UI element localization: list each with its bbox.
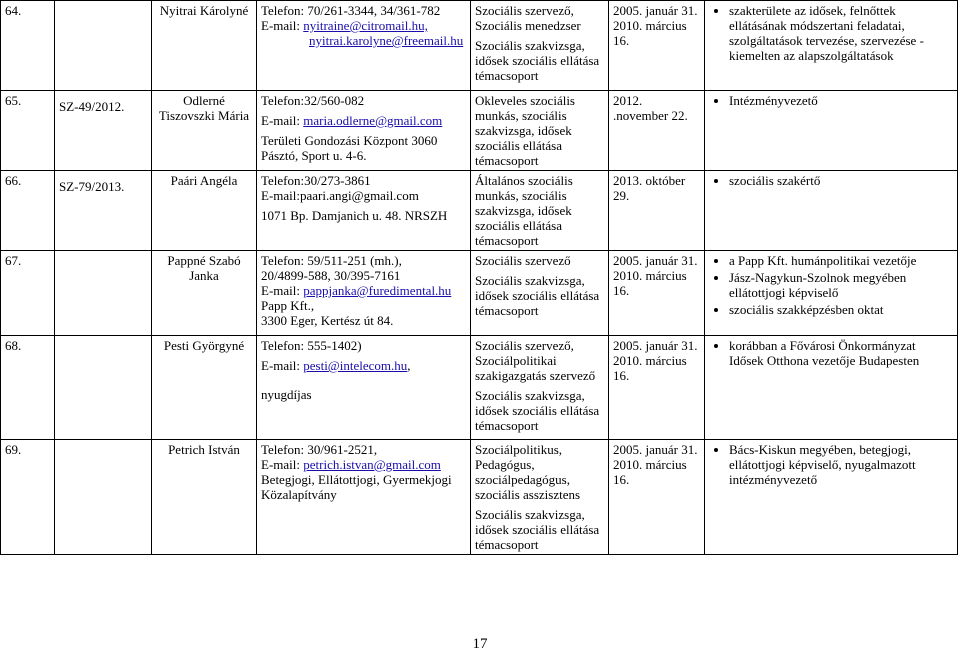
contact-email: E-mail: pesti@intelecom.hu, <box>261 358 411 373</box>
expert-name: Odlerné Tiszovszki Mária <box>158 93 250 123</box>
row-number-cell <box>1 440 55 555</box>
notes-cell <box>705 251 958 336</box>
date: 2010. március 16. <box>613 353 687 383</box>
notes-cell <box>705 1 958 91</box>
contact-phone: Telefon: 70/261-3344, 34/361-782 <box>261 3 441 18</box>
row-number-cell <box>1 1 55 91</box>
contact-phone: Telefon: 59/511-251 (mh.), <box>261 253 402 268</box>
row-number-cell <box>1 251 55 336</box>
row-number: 68. <box>5 338 22 353</box>
email-link[interactable]: nyitrai.karolyne@freemail.hu <box>309 33 464 48</box>
contact-phone: Telefon:30/273-3861 <box>261 173 371 188</box>
qualification-cell <box>471 1 609 91</box>
date: 2010. március 16. <box>613 457 687 487</box>
contact-address: 3300 Eger, Kertész út 84. <box>261 313 394 328</box>
table-row <box>1 1 958 91</box>
note-item: • a Papp Kft. humánpolitikai vezetője <box>729 253 953 268</box>
row-number: 64. <box>5 3 22 18</box>
contact-cell <box>257 1 471 91</box>
registration-cell <box>55 171 152 251</box>
date: 2013. október 29. <box>613 173 686 203</box>
table-row <box>1 171 958 251</box>
contact-address: Területi Gondozási Központ 3060 Pásztó, Sport u. 4-6. <box>261 133 438 163</box>
contact-cell <box>257 171 471 251</box>
note-item: • Jász-Nagykun-Szolnok megyében ellátottjogi képviselő <box>729 270 953 300</box>
contact-cell <box>257 251 471 336</box>
qualification: Szociális szakvizsga, idősek szociális ellátása témacsoport <box>475 507 600 552</box>
date: 2012. .november 22. <box>613 93 688 123</box>
qualification: Szociális szervező, Szociálpolitikai szakigazgatás szervező <box>475 338 596 383</box>
registration-number: SZ-49/2012. <box>59 99 125 114</box>
date: 2005. január 31. <box>613 442 698 457</box>
contact-address: 1071 Bp. Damjanich u. 48. NRSZH <box>261 208 448 223</box>
registration-number: SZ-79/2013. <box>59 179 125 194</box>
registration-cell <box>55 91 152 171</box>
email-link[interactable]: petrich.istvan@gmail.com <box>303 457 441 472</box>
date-cell <box>609 440 705 555</box>
qualification: Szociális szakvizsga, idősek szociális ellátása témacsoport <box>475 273 600 318</box>
table-row <box>1 91 958 171</box>
email-link[interactable]: pappjanka@furedimental.hu <box>303 283 452 298</box>
qualification: Szociális szakvizsga, idősek szociális ellátása témacsoport <box>475 388 600 433</box>
note-item: • Intézményvezető <box>729 93 953 108</box>
contact-email: E-mail: maria.odlerne@gmail.com <box>261 113 443 128</box>
note-item: • szakterülete az idősek, felnőttek ellátásának módszertani feladatai, szolgáltatások tervezése, szervezése - kiemelten az alapszolgáltatások <box>729 3 953 63</box>
note-item: • szociális szakértő <box>729 173 953 188</box>
email-link[interactable]: maria.odlerne@gmail.com <box>303 113 443 128</box>
table-row <box>1 440 958 555</box>
date: 2005. január 31. <box>613 338 698 353</box>
row-number: 69. <box>5 442 22 457</box>
date-cell <box>609 91 705 171</box>
qualification-cell <box>471 91 609 171</box>
qualification-cell <box>471 336 609 440</box>
row-number-cell <box>1 91 55 171</box>
qualification: Okleveles szociális munkás, szociális szakvizsga, idősek szociális ellátása témacsoport <box>475 93 575 168</box>
contact-phone: Telefon:32/560-082 <box>261 93 365 108</box>
note-item: • Bács-Kiskun megyében, betegjogi, ellátottjogi képviselő, nyugalmazott intézményvezető <box>729 442 953 487</box>
contact-phone: Telefon: 555-1402) <box>261 338 362 353</box>
notes-cell <box>705 91 958 171</box>
date-cell <box>609 251 705 336</box>
contact-cell <box>257 336 471 440</box>
name-cell <box>152 251 257 336</box>
qualification: Szociális szakvizsga, idősek szociális ellátása témacsoport <box>475 38 600 83</box>
table-row <box>1 336 958 440</box>
row-number: 67. <box>5 253 22 268</box>
contact-organisation: Papp Kft., <box>261 298 315 313</box>
name-cell <box>152 1 257 91</box>
name-cell <box>152 91 257 171</box>
date: 2005. január 31. <box>613 253 698 268</box>
name-cell <box>152 440 257 555</box>
registration-cell <box>55 440 152 555</box>
contact-email: E-mail: pappjanka@furedimental.hu <box>261 283 452 298</box>
qualification: Szociális szervező <box>475 253 571 268</box>
note-item: • korábban a Fővárosi Önkormányzat Idősek Otthona vezetője Budapesten <box>729 338 953 368</box>
registration-cell <box>55 251 152 336</box>
notes-cell <box>705 171 958 251</box>
date: 2010. március 16. <box>613 18 687 48</box>
qualification: Szociálpolitikus, Pedagógus, szociálpedagógus, szociális asszisztens <box>475 442 581 502</box>
contact-phone: Telefon: 30/961-2521, <box>261 442 378 457</box>
qualification-cell <box>471 171 609 251</box>
contact-cell <box>257 91 471 171</box>
contact-cell <box>257 440 471 555</box>
page-number: 17 <box>472 636 488 652</box>
date-cell <box>609 336 705 440</box>
qualification: Szociális szervező, Szociális menedzser <box>475 3 581 33</box>
expert-name: Petrich István <box>168 442 240 457</box>
qualification-cell <box>471 251 609 336</box>
contact-organisation: Betegjogi, Ellátottjogi, Gyermekjogi Közalapítvány <box>261 472 452 502</box>
qualification: Általános szociális munkás, szociális szakvizsga, idősek szociális ellátása témacsoport <box>475 173 573 248</box>
qualification-cell <box>471 440 609 555</box>
contact-email: E-mail: nyitraine@citromail.hu, <box>261 18 428 33</box>
name-cell <box>152 336 257 440</box>
contact-phone: 20/4899-588, 30/395-7161 <box>261 268 401 283</box>
notes-cell <box>705 336 958 440</box>
email-link[interactable]: nyitraine@citromail.hu, <box>303 18 428 33</box>
date: 2010. március 16. <box>613 268 687 298</box>
name-cell <box>152 171 257 251</box>
expert-name: Nyitrai Károlyné <box>159 3 249 18</box>
row-number: 65. <box>5 93 22 108</box>
expert-name: Pesti Györgyné <box>163 338 245 353</box>
email-link[interactable]: pesti@intelecom.hu <box>303 358 408 373</box>
date: 2005. január 31. <box>613 3 698 18</box>
date-cell <box>609 1 705 91</box>
expert-name: Paári Angéla <box>170 173 238 188</box>
registration-cell <box>55 336 152 440</box>
contact-email: E-mail:paari.angi@gmail.com <box>261 188 419 203</box>
contact-email <box>261 33 466 48</box>
notes-cell <box>705 440 958 555</box>
row-number-cell <box>1 336 55 440</box>
expert-name: Pappné Szabó Janka <box>167 253 241 283</box>
contact-email: E-mail: petrich.istvan@gmail.com <box>261 457 441 472</box>
table-row <box>1 251 958 336</box>
row-number-cell <box>1 171 55 251</box>
registration-cell <box>55 1 152 91</box>
row-number: 66. <box>5 173 22 188</box>
contact-status: nyugdíjas <box>261 387 312 402</box>
date-cell <box>609 171 705 251</box>
note-item: • szociális szakképzésben oktat <box>729 302 953 317</box>
